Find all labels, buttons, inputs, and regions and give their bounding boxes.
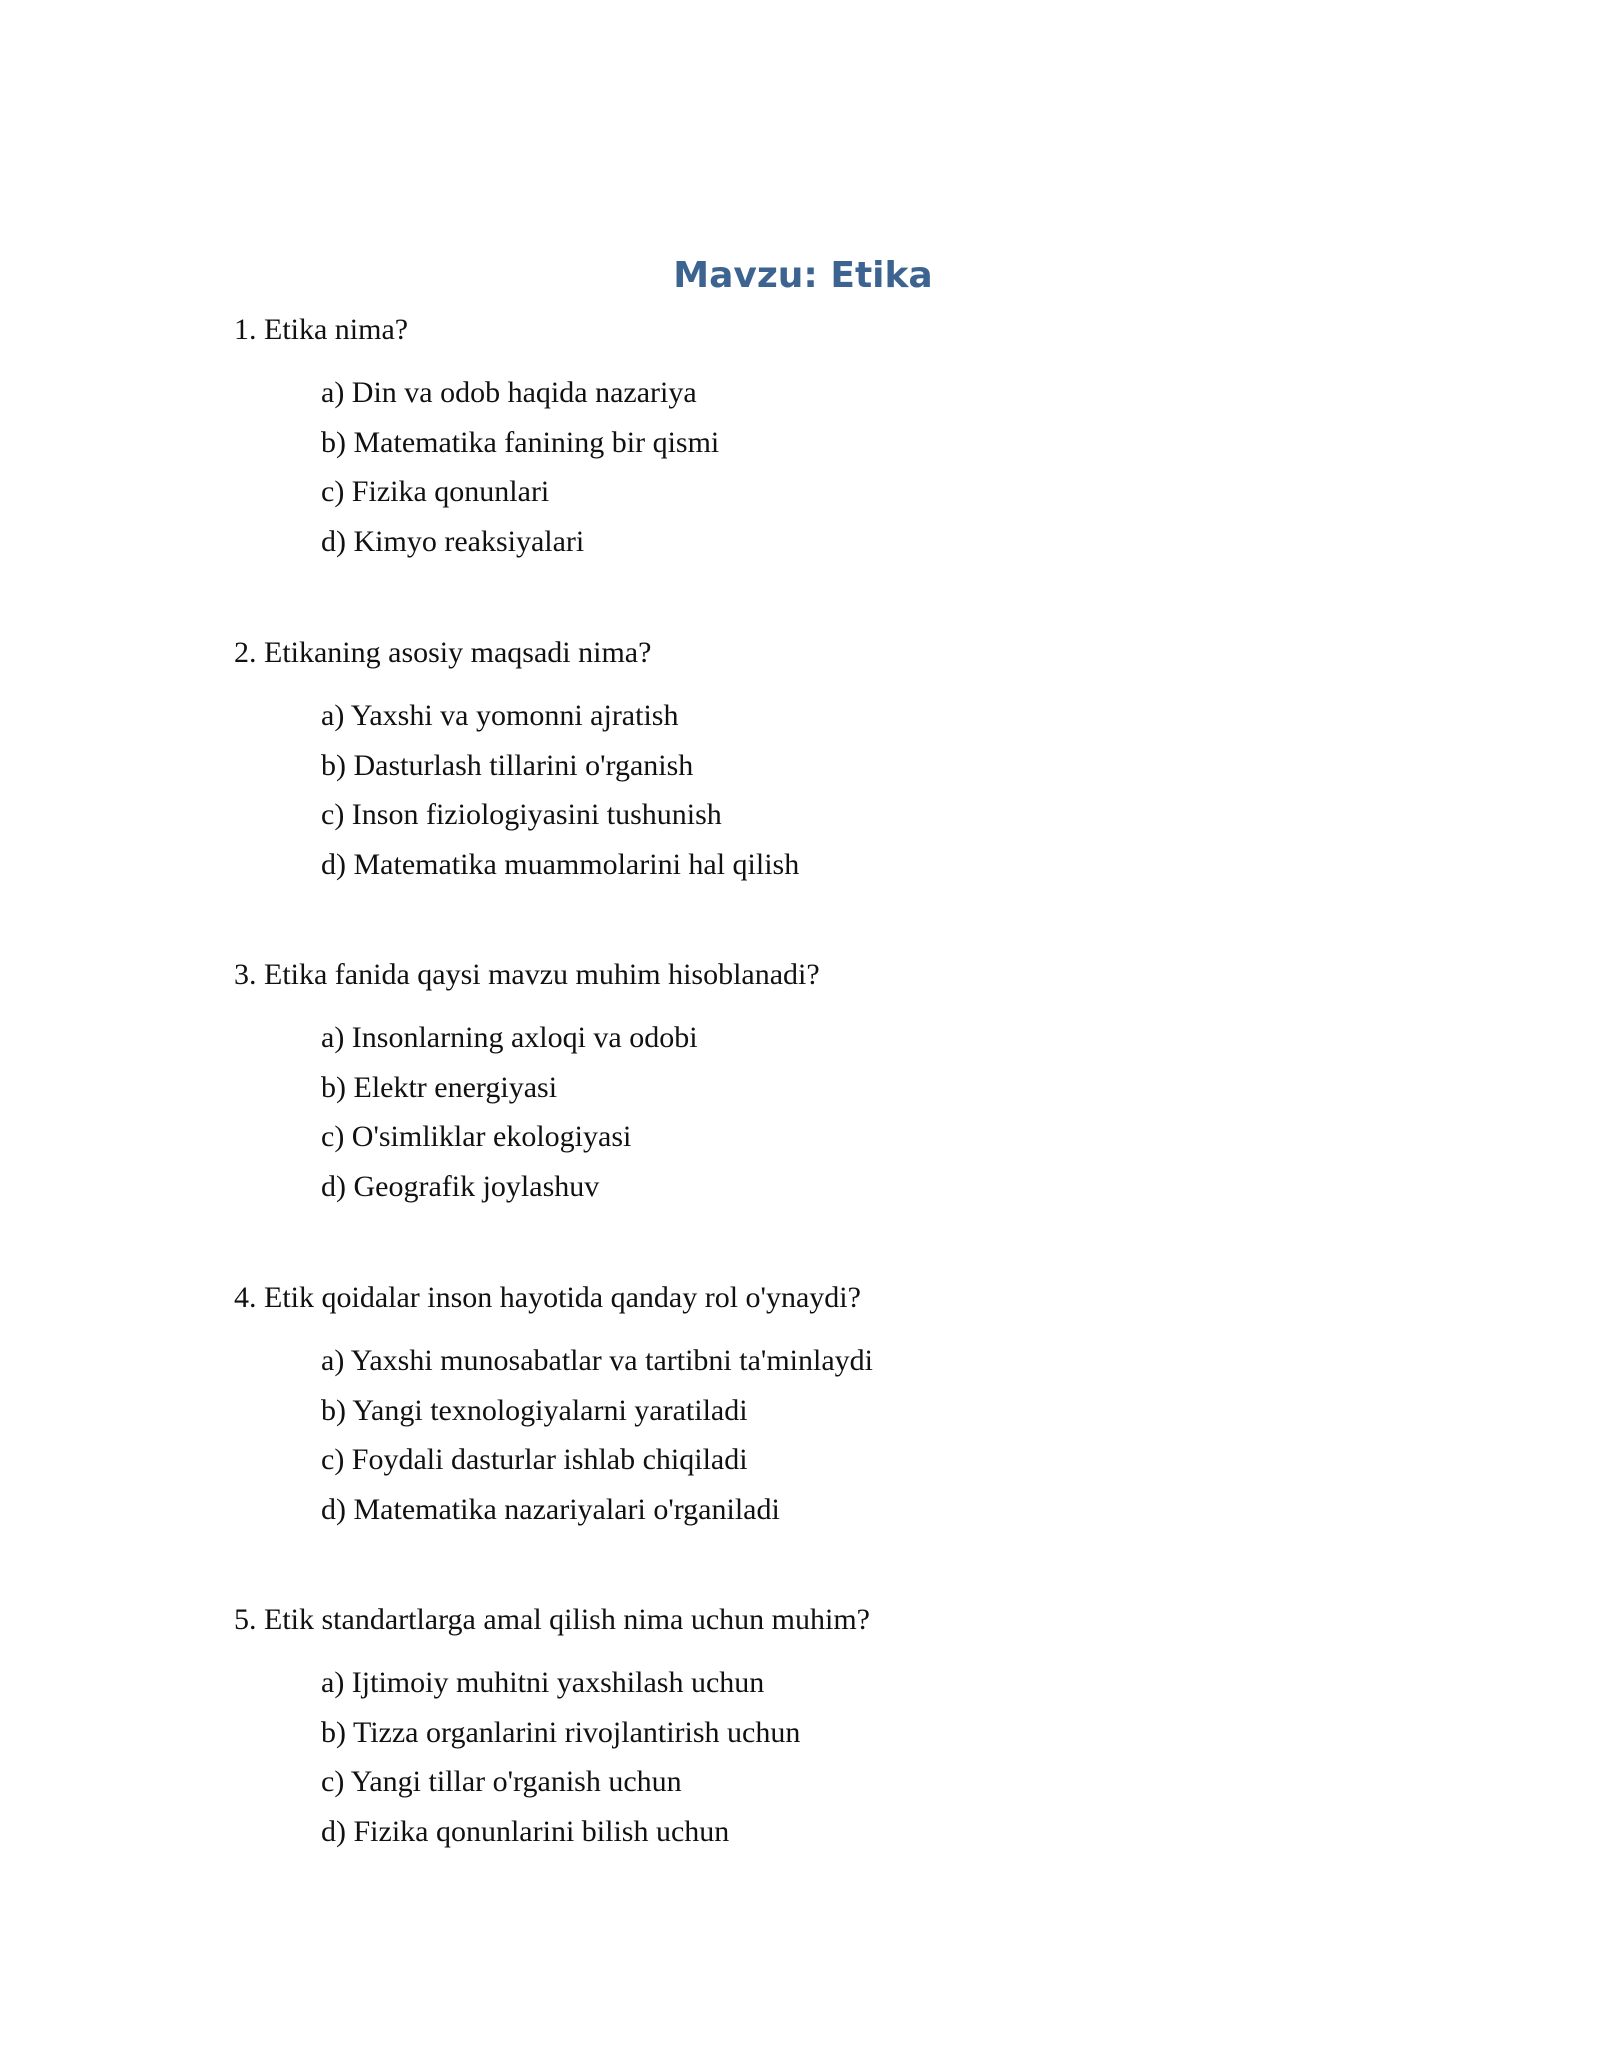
option-b: b) Tizza organlarini rivojlantirish uchun bbox=[321, 1715, 801, 1749]
question-5 bbox=[234, 1600, 1434, 1856]
option-c: c) Yangi tillar o'rganish uchun bbox=[321, 1765, 682, 1798]
option-d: d) Geografik joylashuv bbox=[321, 1169, 600, 1203]
question-4 bbox=[234, 1278, 1434, 1534]
answer-options bbox=[234, 368, 1434, 566]
option-c: c) O'simliklar ekologiyasi bbox=[321, 1120, 632, 1153]
question-text: 1. Etika nima? bbox=[234, 313, 409, 346]
question-text: 2. Etikaning asosiy maqsadi nima? bbox=[234, 636, 652, 669]
option-d: d) Matematika muammolarini hal qilish bbox=[321, 847, 800, 881]
question-1 bbox=[234, 310, 1434, 566]
question-text: 5. Etik standartlarga amal qilish nima uchun muhim? bbox=[234, 1603, 870, 1636]
option-d: d) Matematika nazariyalari o'rganiladi bbox=[321, 1492, 780, 1526]
option-c: c) Inson fiziologiyasini tushunish bbox=[321, 798, 722, 831]
answer-options bbox=[234, 1336, 1434, 1534]
option-a: a) Yaxshi va yomonni ajratish bbox=[321, 699, 679, 732]
answer-options bbox=[234, 1013, 1434, 1211]
option-c: c) Fizika qonunlari bbox=[321, 475, 550, 508]
option-b: b) Elektr energiyasi bbox=[321, 1070, 558, 1104]
option-d: d) Fizika qonunlarini bilish uchun bbox=[321, 1814, 730, 1848]
option-b: b) Yangi texnologiyalarni yaratiladi bbox=[321, 1393, 748, 1427]
question-3 bbox=[234, 955, 1434, 1211]
option-c: c) Foydali dasturlar ishlab chiqiladi bbox=[321, 1443, 748, 1476]
option-a: a) Yaxshi munosabatlar va tartibni ta'minlaydi bbox=[321, 1344, 873, 1377]
option-a: a) Insonlarning axloqi va odobi bbox=[321, 1021, 698, 1054]
option-b: b) Dasturlash tillarini o'rganish bbox=[321, 748, 694, 782]
page-title: Mavzu: Etika bbox=[673, 255, 933, 296]
question-text: 4. Etik qoidalar inson hayotida qanday rol o'ynaydi? bbox=[234, 1281, 861, 1314]
option-a: a) Ijtimoiy muhitni yaxshilash uchun bbox=[321, 1666, 765, 1699]
answer-options bbox=[234, 691, 1434, 889]
question-text: 3. Etika fanida qaysi mavzu muhim hisoblanadi? bbox=[234, 958, 820, 991]
option-a: a) Din va odob haqida nazariya bbox=[321, 376, 697, 409]
option-d: d) Kimyo reaksiyalari bbox=[321, 524, 585, 558]
option-b: b) Matematika fanining bir qismi bbox=[321, 425, 720, 459]
answer-options bbox=[234, 1658, 1434, 1856]
question-2 bbox=[234, 633, 1434, 889]
